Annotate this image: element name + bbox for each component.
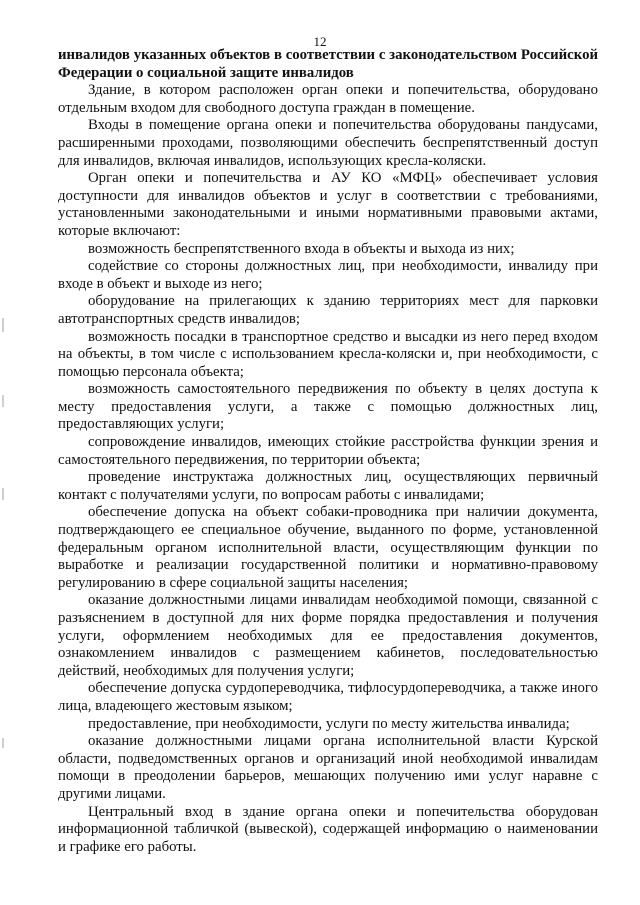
list-item: обеспечение допуска на объект собаки-проводника при наличии документа, подтверждающего ее специальное обучение, выданного по форме, установленной федеральным органом исполнительной власти, осуществляющим функции по выработке и реализации государственной политики и нормативно-правовому регулированию в сфере социальной защиты населения; <box>58 504 598 591</box>
list-item: содействие со стороны должностных лиц, при необходимости, инвалиду при входе в объект и выходе из него; <box>58 258 598 292</box>
scan-margin-mark <box>2 738 4 748</box>
list-item: обеспечение допуска сурдопереводчика, тифлосурдопереводчика, а также иного лица, владеющего жестовым языком; <box>58 680 598 714</box>
list-item: проведение инструктажа должностных лиц, осуществляющих первичный контакт с получателями услуги, по вопросам работы с инвалидами; <box>58 469 598 503</box>
paragraph: Центральный вход в здание органа опеки и попечительства оборудован информационной табличкой (вывеской), содержащей информацию о наименовании и графике его работы. <box>58 803 598 855</box>
scan-margin-mark <box>2 318 4 332</box>
paragraph: Здание, в котором расположен орган опеки и попечительства, оборудовано отдельным входом для свободного доступа граждан в помещение. <box>58 82 598 116</box>
list-item: предоставление, при необходимости, услуги по месту жительства инвалида; <box>88 715 570 732</box>
list-item: оказание должностными лицами инвалидам необходимой помощи, связанной с разъяснением в доступной для них форме порядка предоставления и получения услуги, оформлением необходимых для ее предоставления документов, ознакомлением инвалидов с размещением кабинетов, последовательностью действий, необходимых для получения услуги; <box>58 592 598 679</box>
list-item: оборудование на прилегающих к зданию территориях мест для парковки автотранспортных средств инвалидов; <box>58 293 598 327</box>
list-item: возможность самостоятельного передвижения по объекту в целях доступа к месту предоставления услуги, а также с помощью должностных лиц, предоставляющих услуги; <box>58 381 598 433</box>
scan-margin-mark <box>2 488 4 500</box>
page-number: 12 <box>313 34 327 49</box>
paragraph-heading-continuation: инвалидов указанных объектов в соответствии с законодательством Российской Федерации о социальной защите инвалидов <box>58 47 598 81</box>
document-body <box>58 47 598 856</box>
list-item: оказание должностными лицами органа исполнительной власти Курской области, подведомственных органов и организаций иной необходимой инвалидам помощи в преодолении барьеров, мешающих получению ими услуг наравне с другими лицами. <box>58 733 598 802</box>
scan-margin-mark <box>2 395 4 407</box>
list-item: сопровождение инвалидов, имеющих стойкие расстройства функции зрения и самостоятельного передвижения, по территории объекта; <box>58 434 598 468</box>
paragraph: Орган опеки и попечительства и АУ КО «МФЦ» обеспечивает условия доступности для инвалидов объектов и услуг в соответствии с требованиями, установленными законодательными и иными нормативными правовыми актами, которые включают: <box>58 170 598 239</box>
list-item: возможность посадки в транспортное средство и высадки из него перед входом на объекты, в том числе с использованием кресла-коляски и, при необходимости, с помощью персонала объекта; <box>58 328 598 380</box>
paragraph: Входы в помещение органа опеки и попечительства оборудованы пандусами, расширенными проходами, позволяющими обеспечить беспрепятственный доступ для инвалидов, включая инвалидов, использующих кресла-коляски. <box>58 117 598 169</box>
list-item: возможность беспрепятственного входа в объекты и выхода из них; <box>88 240 515 257</box>
